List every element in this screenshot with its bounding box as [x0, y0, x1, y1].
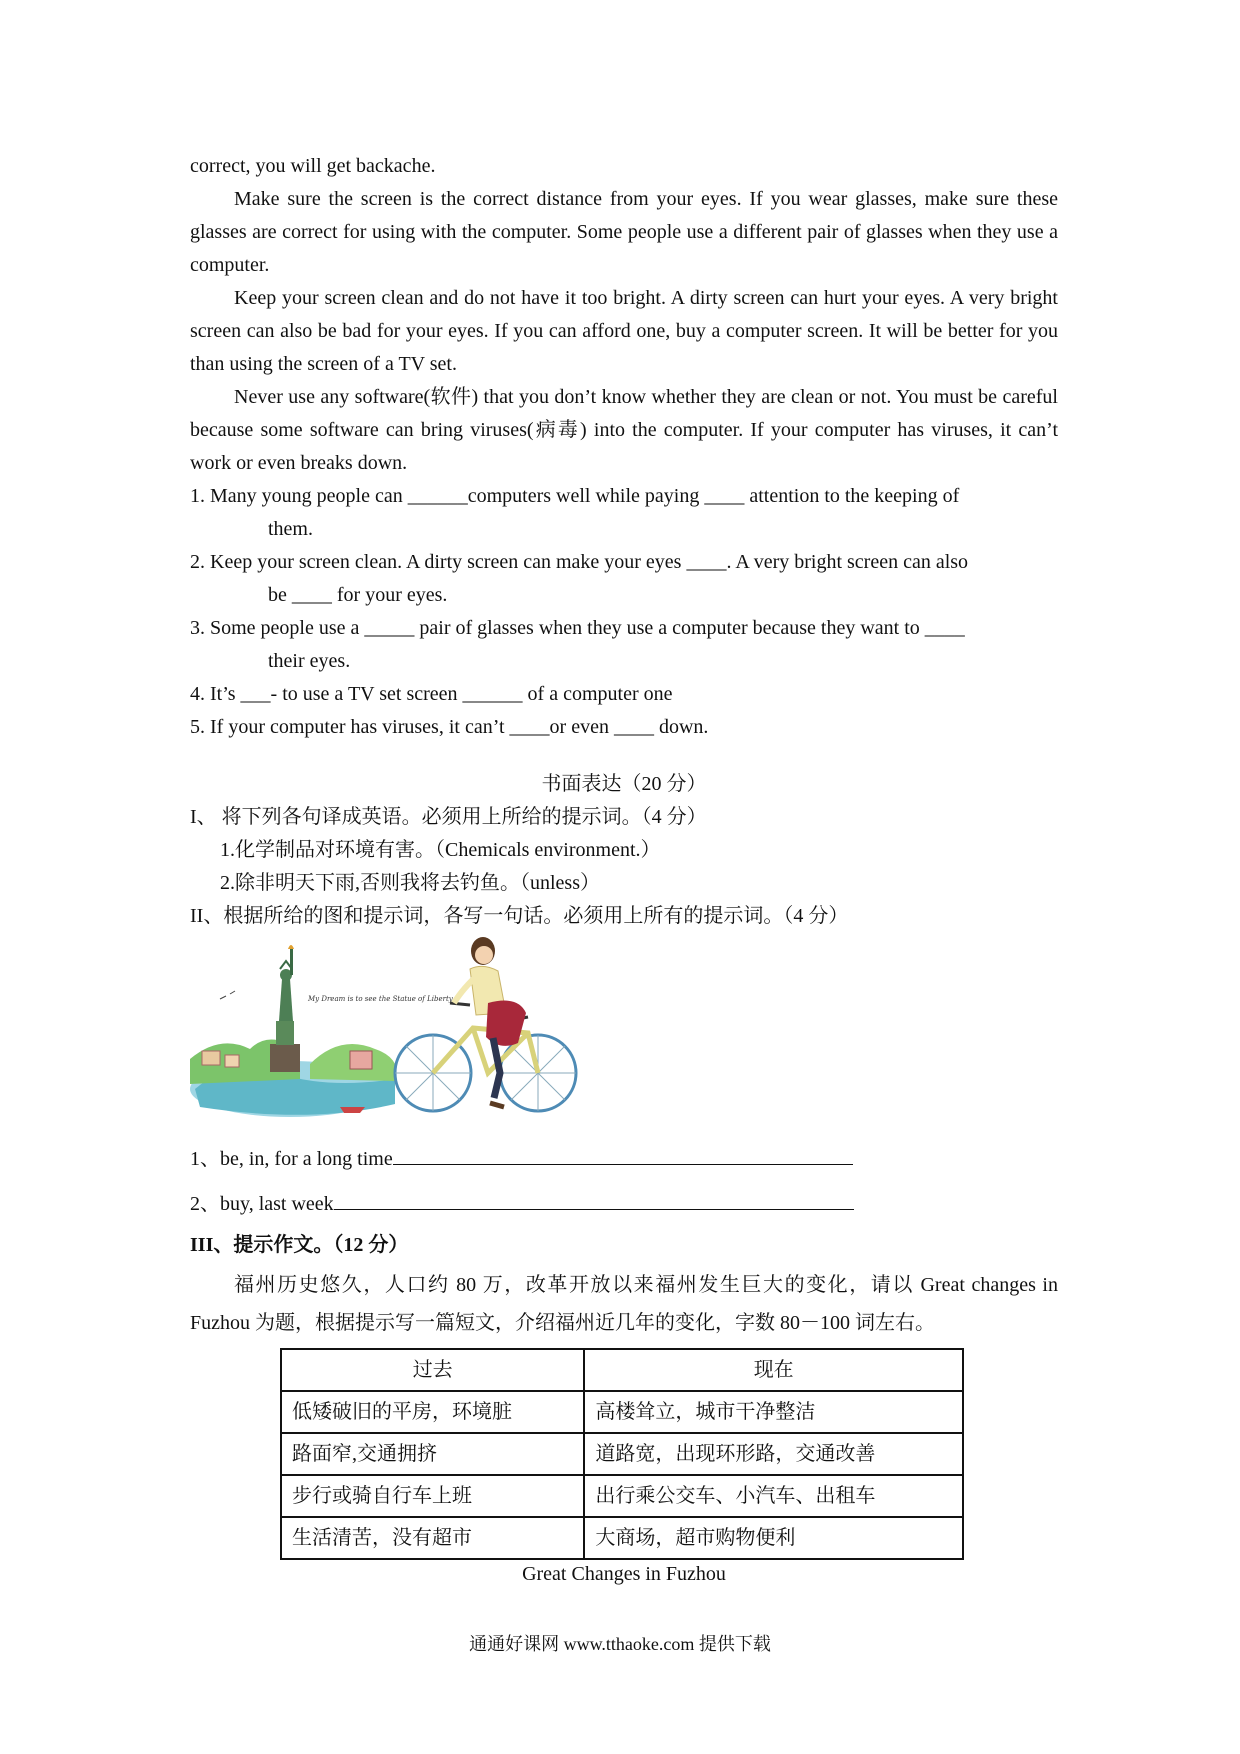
- table-row: [281, 1391, 963, 1433]
- statue-of-liberty-illustration: [190, 939, 453, 1124]
- image-caption: My Dream is to see the Statue of Liberty: [308, 995, 453, 1003]
- question-1: 1. Many young people can ______computers well while paying ____ attention to the keeping of: [190, 485, 960, 507]
- part2-item-2: [190, 1188, 1058, 1221]
- table-cell: 步行或骑自行车上班: [281, 1475, 584, 1517]
- part2-item-2-text: 2、buy, last week: [190, 1193, 334, 1215]
- part1-title: I、 将下列各句译成英语。必须用上所给的提示词。（4 分）: [190, 806, 707, 828]
- question-5: 5. If your computer has viruses, it can’t ____or even ____ down.: [190, 716, 709, 738]
- question-3-cont: their eyes.: [268, 650, 351, 672]
- part3-intro: 福州历史悠久，人口约 80 万，改革开放以来福州发生巨大的变化，请以 Great changes in Fuzhou 为题，根据提示写一篇短文，介绍福州近几年的变化，字数 80－100 词左右。: [190, 1274, 1058, 1334]
- question-list: [190, 480, 1058, 744]
- part2-item-1-text: 1、be, in, for a long time: [190, 1148, 393, 1170]
- question-4: 4. It’s ___- to use a TV set screen ______ of a computer one: [190, 683, 673, 705]
- question-1-cont: them.: [268, 518, 313, 540]
- part1-item: 2.除非明天下雨,否则我将去钓鱼。（unless）: [220, 872, 600, 894]
- part2-title: II、根据所给的图和提示词，各写一句话。必须用上所有的提示词。（4 分）: [190, 905, 849, 927]
- table-row: [281, 1433, 963, 1475]
- table-cell: 道路宽，出现环形路，交通改善: [584, 1433, 963, 1475]
- part1-item: 1.化学制品对环境有害。（Chemicals environment.）: [220, 839, 661, 861]
- table-row: [281, 1517, 963, 1559]
- table-header-row: [281, 1349, 963, 1391]
- passage-paragraph: Keep your screen clean and do not have it too bright. A dirty screen can hurt your eyes. A very bright screen can also be bad for your eyes. If you can afford one, buy a computer screen. It will be better for you than using the screen of a TV set.: [190, 287, 1058, 375]
- table-header-past: 过去: [281, 1349, 584, 1391]
- question-3: 3. Some people use a _____ pair of glasses when they use a computer because they want to ____: [190, 617, 965, 639]
- passage-paragraph: Never use any software(软件) that you don’t know whether they are clean or not. You must be careful because some software can bring viruses(病毒) into the computer. If your computer has viruses, it can’t work or even breaks down.: [190, 386, 1058, 474]
- table-cell: 路面窄,交通拥挤: [281, 1433, 584, 1475]
- question-2: 2. Keep your screen clean. A dirty screen can make your eyes ____. A very bright screen can also: [190, 551, 969, 573]
- question-2-cont: be ____ for your eyes.: [268, 584, 448, 606]
- passage-paragraph: Make sure the screen is the correct distance from your eyes. If you wear glasses, make sure these glasses are correct for using with the computer. Some people use a different pair of glasses when they use a computer.: [190, 188, 1058, 276]
- table-cell: 生活清苦，没有超市: [281, 1517, 584, 1559]
- table-cell: 高楼耸立，城市干净整洁: [584, 1391, 963, 1433]
- table-cell: 大商场，超市购物便利: [584, 1517, 963, 1559]
- content: [190, 150, 1058, 1591]
- writing-title: 书面表达（20 分）: [541, 773, 707, 795]
- girl-bicycle-illustration: [388, 933, 583, 1123]
- part3-title: III、提示作文。（12 分）: [190, 1234, 409, 1256]
- answer-line[interactable]: [334, 1189, 854, 1210]
- table-cell: 低矮破旧的平房，环境脏: [281, 1391, 584, 1433]
- table-row: [281, 1475, 963, 1517]
- part2-item-1: [190, 1143, 1058, 1176]
- table-header-now: 现在: [584, 1349, 963, 1391]
- passage-line: correct, you will get backache.: [190, 155, 436, 177]
- table-cell: 出行乘公交车、小汽车、出租车: [584, 1475, 963, 1517]
- page-footer: 通通好课网 www.tthaoke.com 提供下载: [469, 1634, 771, 1654]
- essay-title: Great Changes in Fuzhou: [522, 1563, 726, 1585]
- comparison-table: [280, 1348, 964, 1560]
- answer-line[interactable]: [393, 1144, 853, 1165]
- picture-area: [190, 939, 1058, 1129]
